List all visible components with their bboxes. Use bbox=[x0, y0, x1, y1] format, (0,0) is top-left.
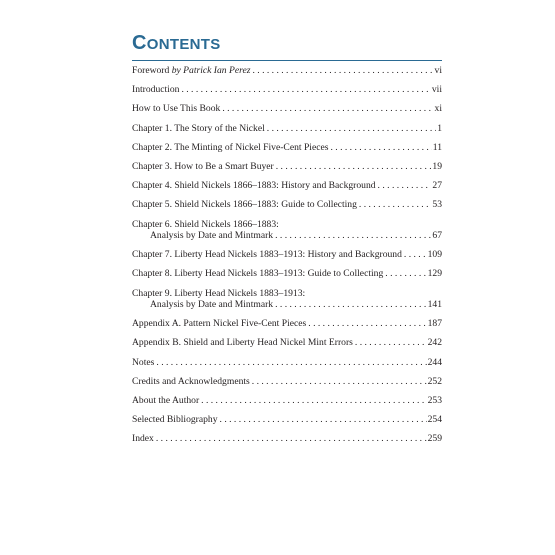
toc-entry-label: Introduction bbox=[132, 84, 180, 96]
toc-entry bbox=[132, 433, 442, 445]
toc-entry-label: Selected Bibliography bbox=[132, 414, 218, 426]
dot-leader bbox=[156, 433, 427, 445]
toc-entry-line bbox=[132, 318, 442, 330]
toc-entry-label bbox=[132, 65, 250, 77]
dot-leader bbox=[252, 376, 427, 388]
toc-entry-label: Chapter 4. Shield Nickels 1866–1883: History and Background bbox=[132, 180, 376, 192]
title-rest: ONTENTS bbox=[146, 36, 221, 53]
page-title bbox=[132, 33, 442, 53]
toc-entry-label: Credits and Acknowledgments bbox=[132, 375, 250, 387]
dot-leader bbox=[378, 180, 432, 192]
contents-page bbox=[132, 33, 442, 453]
toc-entry-heading: Chapter 6. Shield Nickels 1866–1883: bbox=[132, 218, 279, 230]
toc-entry bbox=[132, 318, 442, 330]
toc-page-number: 141 bbox=[427, 299, 442, 311]
toc-entry-author: by Patrick Ian Perez bbox=[171, 65, 251, 76]
toc-entry bbox=[132, 219, 442, 242]
dot-leader bbox=[308, 318, 426, 330]
toc-entry-line bbox=[132, 299, 442, 311]
toc-entry-line bbox=[132, 376, 442, 388]
dot-leader bbox=[220, 414, 427, 426]
toc-entry bbox=[132, 123, 442, 135]
toc-page-number: 67 bbox=[432, 230, 442, 241]
toc-entry-line bbox=[132, 230, 442, 242]
dot-leader bbox=[252, 65, 433, 77]
toc-page-number: 259 bbox=[427, 433, 442, 445]
toc-entry-line bbox=[132, 161, 442, 173]
toc-page-number: 11 bbox=[432, 141, 442, 153]
toc-entry bbox=[132, 376, 442, 388]
toc-entry-line bbox=[132, 337, 442, 349]
toc-entry-line bbox=[132, 84, 442, 96]
toc-entry bbox=[132, 249, 442, 261]
title-initial: C bbox=[132, 32, 147, 54]
toc-entry-line bbox=[132, 357, 442, 369]
dot-leader bbox=[404, 249, 427, 261]
toc-entry-label: Chapter 1. The Story of the Nickel bbox=[132, 122, 265, 134]
toc-entry-label: Chapter 5. Shield Nickels 1866–1883: Guide to Collecting bbox=[132, 199, 357, 211]
dot-leader bbox=[355, 337, 427, 349]
toc-entry-label: Appendix A. Pattern Nickel Five-Cent Pieces bbox=[132, 318, 307, 330]
toc-entry-line bbox=[132, 249, 442, 261]
dot-leader bbox=[156, 357, 426, 369]
toc-entry-label: Chapter 2. The Minting of Nickel Five-Cent Pieces bbox=[132, 141, 329, 153]
toc-entry bbox=[132, 103, 442, 115]
toc-entry-line bbox=[132, 433, 442, 445]
toc-entry-label: Chapter 3. How to Be a Smart Buyer bbox=[132, 160, 274, 172]
toc-page-number: 53 bbox=[432, 199, 442, 211]
toc-entry bbox=[132, 161, 442, 173]
toc-list bbox=[132, 65, 442, 445]
toc-entry bbox=[132, 65, 442, 77]
toc-entry-label: Notes bbox=[132, 356, 155, 368]
toc-entry-line bbox=[132, 199, 442, 211]
toc-page-number: 244 bbox=[427, 356, 442, 368]
toc-entry bbox=[132, 357, 442, 369]
dot-leader bbox=[275, 230, 431, 242]
toc-entry-label: How to Use This Book bbox=[132, 103, 221, 115]
toc-entry bbox=[132, 288, 442, 311]
toc-page-number: 252 bbox=[427, 375, 442, 387]
toc-entry-label: Analysis by Date and Mintmark bbox=[150, 230, 274, 241]
dot-leader bbox=[276, 161, 432, 173]
toc-entry-label: Chapter 7. Liberty Head Nickels 1883–1913: History and Background bbox=[132, 249, 402, 261]
toc-entry bbox=[132, 395, 442, 407]
toc-entry-line bbox=[132, 414, 442, 426]
toc-entry-line bbox=[132, 142, 442, 154]
toc-entry bbox=[132, 199, 442, 211]
toc-entry-prefix: Foreword bbox=[132, 65, 172, 76]
toc-page-number: 254 bbox=[427, 414, 442, 426]
dot-leader bbox=[201, 395, 426, 407]
toc-entry-label: Index bbox=[132, 433, 154, 445]
toc-entry bbox=[132, 84, 442, 96]
toc-entry-line bbox=[132, 123, 442, 135]
dot-leader bbox=[267, 123, 436, 135]
toc-page-number: 27 bbox=[432, 180, 442, 192]
toc-entry-heading: Chapter 9. Liberty Head Nickels 1883–1913: bbox=[132, 287, 306, 299]
toc-page-number: 129 bbox=[427, 268, 442, 280]
toc-entry-line bbox=[132, 65, 442, 77]
toc-page-number: 187 bbox=[427, 318, 442, 330]
toc-page-number: 109 bbox=[427, 249, 442, 261]
toc-entry-label: Chapter 8. Liberty Head Nickels 1883–1913: Guide to Collecting bbox=[132, 268, 384, 280]
dot-leader bbox=[181, 84, 430, 96]
title-rule bbox=[132, 60, 442, 61]
toc-page-number: 253 bbox=[427, 395, 442, 406]
toc-entry-label: Analysis by Date and Mintmark bbox=[150, 299, 274, 311]
toc-entry bbox=[132, 337, 442, 349]
toc-entry-line bbox=[132, 395, 442, 407]
toc-page-number: vii bbox=[431, 84, 442, 96]
dot-leader bbox=[385, 268, 426, 280]
toc-entry-line bbox=[132, 268, 442, 280]
toc-page-number: vi bbox=[434, 65, 442, 76]
toc-page-number: 242 bbox=[427, 337, 442, 349]
toc-entry-label: Appendix B. Shield and Liberty Head Nickel Mint Errors bbox=[132, 337, 353, 349]
dot-leader bbox=[222, 103, 433, 115]
toc-entry bbox=[132, 180, 442, 192]
toc-entry bbox=[132, 414, 442, 426]
toc-page-number: xi bbox=[434, 103, 442, 115]
dot-leader bbox=[330, 142, 431, 154]
toc-entry-line bbox=[132, 103, 442, 115]
toc-entry bbox=[132, 268, 442, 280]
toc-entry bbox=[132, 142, 442, 154]
dot-leader bbox=[275, 299, 427, 311]
toc-page-number: 1 bbox=[437, 122, 442, 134]
toc-entry-label: About the Author bbox=[132, 395, 200, 406]
dot-leader bbox=[359, 199, 432, 211]
toc-entry-line bbox=[132, 180, 442, 192]
toc-page-number: 19 bbox=[432, 160, 442, 172]
